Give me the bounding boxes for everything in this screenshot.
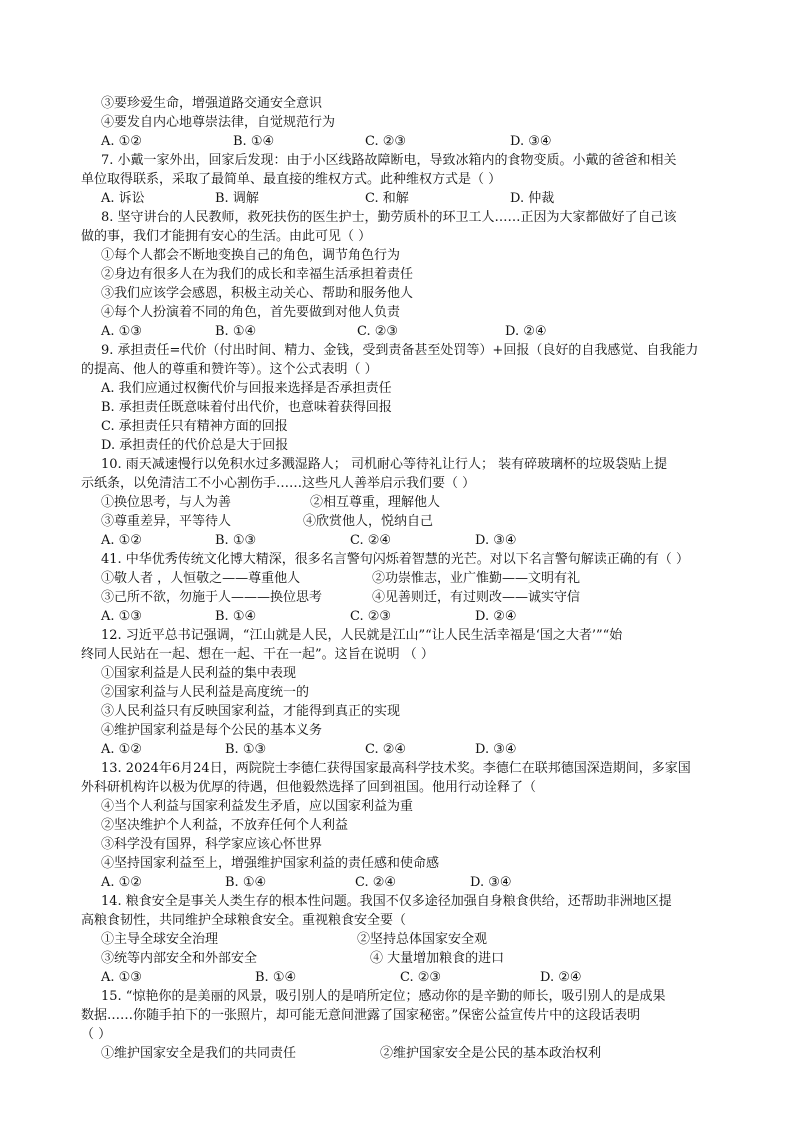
q12-stem-cont: 终同人民站在一起、想在一起、干在一起”。这旨在说明 （ ） bbox=[81, 647, 434, 662]
q14-item-2: ②坚持总体国家安全观 bbox=[357, 932, 488, 947]
q9-stem-cont: 的提高、他人的尊重和赞许等）。这个公式表明（ ） bbox=[81, 362, 378, 377]
q6-option-a: A. ①② bbox=[101, 134, 142, 149]
q8-stem: 8. 坚守讲台的人民教师，救死扶伤的医生护士，勤劳质朴的环卫工人……正因为大家都做好了自己该 bbox=[101, 210, 677, 225]
q8-option-c: C. ②③ bbox=[357, 324, 399, 339]
q6-item-3: ③要珍爱生命，增强道路交通安全意识 bbox=[101, 96, 323, 111]
q7-stem-cont: 单位取得联系，采取了最简单、最直接的维权方式。此种维权方式是（ ） bbox=[81, 172, 502, 187]
q13-item-4: ④坚持国家利益至上，增强维护国家利益的责任感和使命感 bbox=[101, 856, 440, 871]
q12-stem: 12. 习近平总书记强调，“江山就是人民，人民就是江山”“让人民生活幸福是‘国之大者’”“始 bbox=[101, 628, 623, 643]
q13-item-3: ③科学没有国界，科学家应该心怀世界 bbox=[101, 837, 323, 852]
q9-option-c: C. 承担责任只有精神方面的回报 bbox=[101, 419, 288, 434]
q7-option-d: D. 仲裁 bbox=[510, 191, 555, 206]
q12-item-2: ②国家利益与人民利益是高度统一的 bbox=[101, 685, 310, 700]
q11-item-4: ④见善则迁，有过则改——诚实守信 bbox=[372, 590, 581, 605]
q8-option-d: D. ②④ bbox=[505, 324, 547, 339]
q9-option-b: B. 承担责任既意味着付出代价，也意味着获得回报 bbox=[101, 400, 392, 415]
q14-stem: 14. 粮食安全是事关人类生存的根本性问题。我国不仅多途径加强自身粮食供给，还帮助非洲地区提 bbox=[101, 894, 672, 909]
q7-stem: 7. 小戴一家外出，回家后发现：由于小区线路故障断电，导致冰箱内的食物变质。小戴的爸爸和相关 bbox=[101, 153, 677, 168]
q8-stem-cont: 做的事，我们才能拥有安心的生活。由此可见（ ） bbox=[81, 229, 372, 244]
q10-item-3: ③尊重差异，平等待人 bbox=[101, 514, 232, 529]
q9-stem: 9. 承担责任=代价（付出时间、精力、金钱，受到责备甚至处罚等）+回报（良好的自我感觉、自我能力 bbox=[101, 343, 699, 358]
q8-item-1: ①每个人都会不断地变换自己的角色，调节角色行为 bbox=[101, 248, 401, 263]
q12-item-1: ①国家利益是人民利益的集中表现 bbox=[101, 666, 297, 681]
q14-stem-cont: 高粮食韧性，共同维护全球粮食安全。重视粮食安全要（ bbox=[81, 913, 407, 928]
q8-option-b: B. ①④ bbox=[215, 324, 257, 339]
q12-option-d: D. ③④ bbox=[475, 742, 517, 757]
q13-stem-cont: 外科研机构许以极为优厚的待遇，但他毅然选择了回到祖国。他用行动诠释了（ bbox=[81, 780, 537, 795]
q6-option-c: C. ②③ bbox=[365, 134, 407, 149]
q13-option-a: A. ①② bbox=[101, 875, 142, 890]
q10-option-c: C. ②④ bbox=[350, 533, 392, 548]
q14-item-1: ①主导全球安全治理 bbox=[101, 932, 219, 947]
q7-option-b: B. 调解 bbox=[215, 191, 259, 206]
q14-option-d: D. ②④ bbox=[540, 970, 582, 985]
q13-option-c: C. ②④ bbox=[355, 875, 397, 890]
q12-item-4: ④维护国家利益是每个公民的基本义务 bbox=[101, 723, 323, 738]
q14-item-4: ④ 大量增加粮食的进口 bbox=[370, 951, 505, 966]
q9-option-a: A. 我们应通过权衡代价与回报来选择是否承担责任 bbox=[101, 381, 392, 396]
q11-option-d: D. ②④ bbox=[475, 609, 517, 624]
q10-item-4: ④欣赏他人，悦纳自己 bbox=[303, 514, 434, 529]
q11-option-a: A. ①③ bbox=[101, 609, 142, 624]
q13-option-d: D. ③④ bbox=[470, 875, 512, 890]
q15-stem: 15. “惊艳你的是美丽的风景，吸引别人的是哨所定位；感动你的是辛勤的师长，吸引别人的是成果 bbox=[101, 989, 666, 1004]
q12-option-c: C. ②④ bbox=[365, 742, 407, 757]
q6-item-4: ④要发自内心地尊崇法律，自觉规范行为 bbox=[101, 115, 336, 130]
q11-item-3: ③己所不欲，勿施于人———换位思考 bbox=[101, 590, 323, 605]
q6-option-d: D. ③④ bbox=[510, 134, 552, 149]
q8-item-3: ③我们应该学会感恩，积极主动关心、帮助和服务他人 bbox=[101, 286, 414, 301]
q12-item-3: ③人民利益只有反映国家利益，才能得到真正的实现 bbox=[101, 704, 401, 719]
q8-option-a: A. ①③ bbox=[101, 324, 142, 339]
q12-option-a: A. ①② bbox=[101, 742, 142, 757]
q14-option-c: C. ②③ bbox=[400, 970, 442, 985]
q10-stem: 10. 雨天减速慢行以免积水过多溅湿路人； 司机耐心等待礼让行人； 装有碎玻璃杯的垃圾袋贴上提 bbox=[101, 457, 668, 472]
q15-item-1: ①维护国家安全是我们的共同责任 bbox=[101, 1046, 297, 1061]
q7-option-a: A. 诉讼 bbox=[101, 191, 145, 206]
q10-option-a: A. ①② bbox=[101, 533, 142, 548]
q12-option-b: B. ①③ bbox=[225, 742, 267, 757]
q11-stem: 41. 中华优秀传统文化博大精深，很多名言警句闪烁着智慧的光芒。对以下名言警句解读正确的有（ ） bbox=[101, 552, 689, 567]
q6-option-b: B. ①④ bbox=[233, 134, 275, 149]
q9-option-d: D. 承担责任的代价总是大于回报 bbox=[101, 438, 289, 453]
q8-item-4: ④每个人扮演着不同的角色，首先要做到对他人负责 bbox=[101, 305, 401, 320]
q10-option-b: B. ①③ bbox=[215, 533, 257, 548]
q13-option-b: B. ①④ bbox=[225, 875, 267, 890]
q11-item-2: ②功崇惟志，业广惟勤——文明有礼 bbox=[372, 571, 581, 586]
q14-option-b: B. ①④ bbox=[255, 970, 297, 985]
q14-option-a: A. ①③ bbox=[101, 970, 142, 985]
q11-item-1: ①敬人者 ，人恒敬之——尊重他人 bbox=[101, 571, 301, 586]
q11-option-b: B. ①④ bbox=[215, 609, 257, 624]
q14-item-3: ③统等内部安全和外部安全 bbox=[101, 951, 258, 966]
q10-item-1: ①换位思考，与人为善 bbox=[101, 495, 232, 510]
q10-option-d: D. ③④ bbox=[475, 533, 517, 548]
q13-item-1: ④当个人利益与国家利益发生矛盾，应以国家利益为重 bbox=[101, 799, 414, 814]
q15-stem-cont: 数据……你随手拍下的一张照片，却可能无意间泄露了国家秘密。”保密公益宣传片中的这段话表明 bbox=[81, 1008, 641, 1023]
q10-stem-cont: 示纸条，以免清洁工不小心割伤手……这些凡人善举启示我们要（ ） bbox=[81, 476, 476, 491]
q7-option-c: C. 和解 bbox=[365, 191, 409, 206]
q15-answer-blank: （ ） bbox=[81, 1027, 112, 1042]
q10-item-2: ②相互尊重，理解他人 bbox=[310, 495, 441, 510]
q11-option-c: C. ②③ bbox=[350, 609, 392, 624]
q8-item-2: ②身边有很多人在为我们的成长和幸福生活承担着责任 bbox=[101, 267, 414, 282]
q15-item-2: ②维护国家安全是公民的基本政治权利 bbox=[380, 1046, 602, 1061]
q13-stem: 13. 2024年6月24日，两院院士李德仁获得国家最高科学技术奖。李德仁在联邦德国深造期间，多家国 bbox=[101, 761, 691, 776]
q13-item-2: ②坚决维护个人利益，不放弃任何个人利益 bbox=[101, 818, 349, 833]
